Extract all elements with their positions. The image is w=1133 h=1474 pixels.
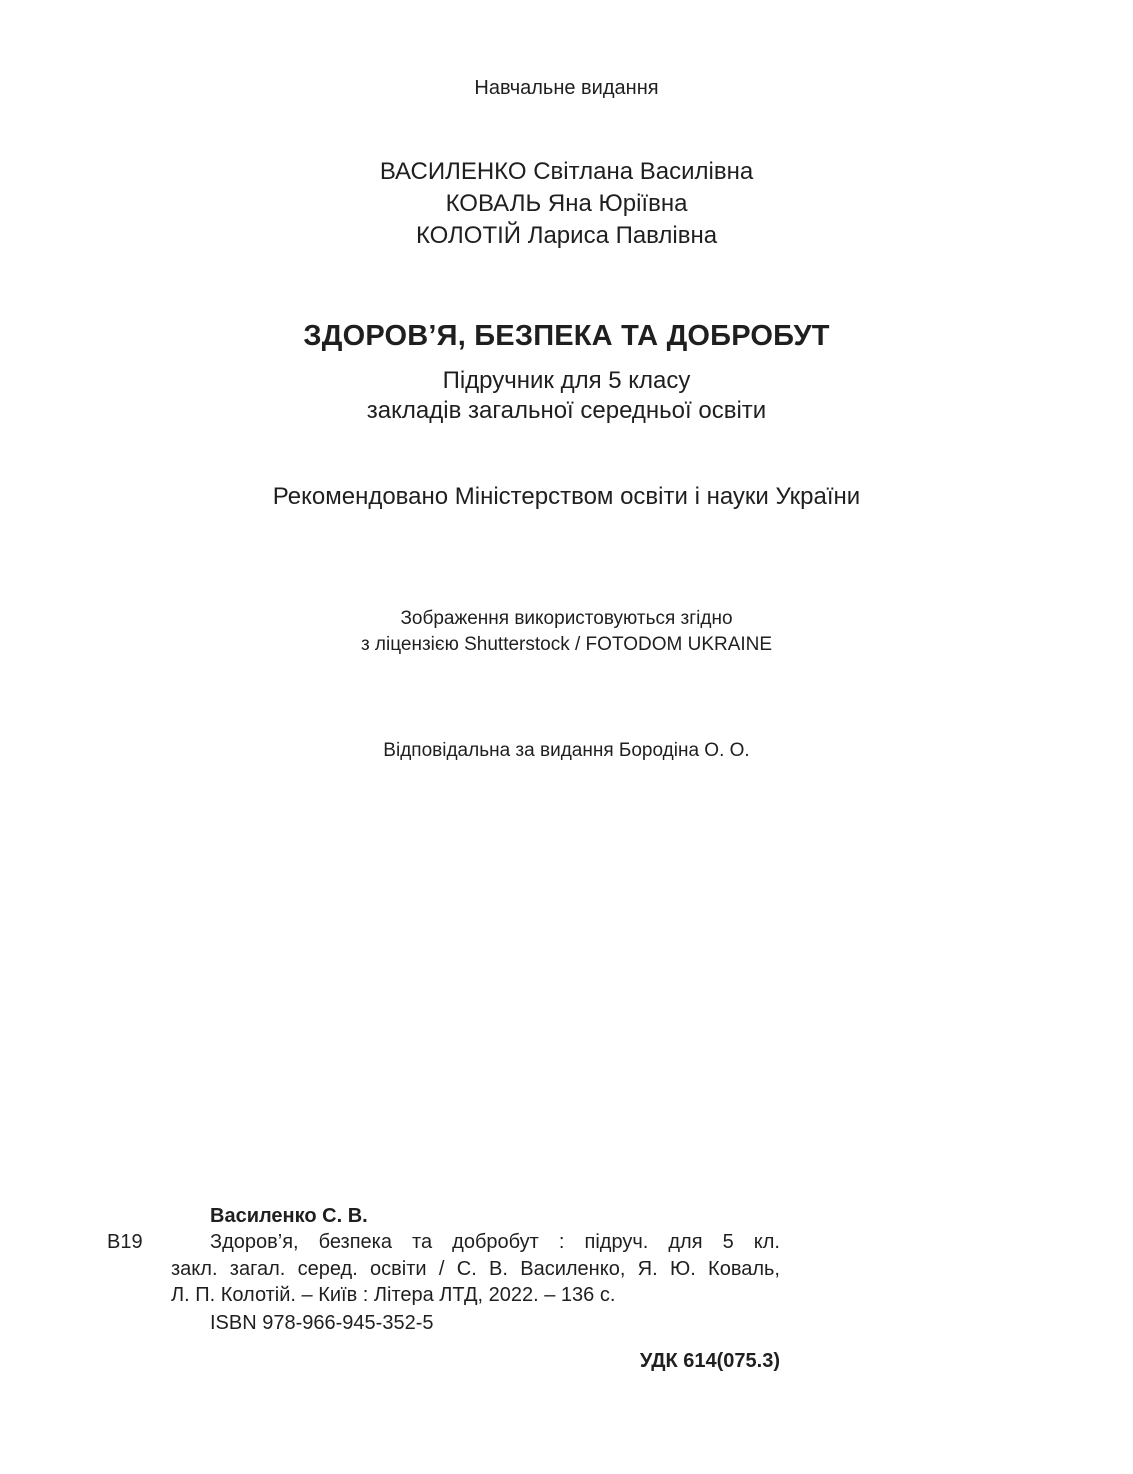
- book-title: ЗДОРОВ’Я, БЕЗПЕКА ТА ДОБРОБУТ: [303, 320, 830, 352]
- authors-block: [0, 156, 1133, 252]
- bib-udc: УДК 614(075.3): [639, 1350, 780, 1372]
- bib-description-line: Л. П. Колотій. – Київ : Літера ЛТД, 2022. – 136 с.: [171, 1284, 616, 1306]
- bib-author-heading: Василенко С. В.: [210, 1205, 368, 1227]
- subtitle-line: Підручник для 5 класу: [442, 367, 691, 394]
- subtitle-block: [0, 366, 1133, 426]
- bib-description-line: закл. загал. серед. освіти / С. В. Василенко, Я. Ю. Коваль,: [171, 1258, 780, 1280]
- responsible-editor: Відповідальна за видання Бородіна О. О.: [383, 740, 750, 761]
- author-name: КОЛОТІЙ Лариса Павлівна: [415, 222, 718, 249]
- license-line: з ліцензією Shutterstock / FOTODOM UKRAINE: [360, 634, 773, 655]
- bib-classification-code: В19: [107, 1231, 143, 1253]
- license-notice: [0, 606, 1133, 658]
- bib-description-line: Здоров’я, безпека та добробут : підруч. для 5 кл.: [210, 1231, 780, 1253]
- bib-isbn: ISBN 978-966-945-352-5: [210, 1312, 434, 1334]
- recommendation: Рекомендовано Міністерством освіти і науки України: [272, 483, 861, 510]
- author-name: КОВАЛЬ Яна Юріївна: [445, 190, 688, 217]
- edition-type: Навчальне видання: [474, 77, 659, 99]
- author-name: ВАСИЛЕНКО Світлана Василівна: [379, 158, 754, 185]
- license-line: Зображення використовуються згідно: [400, 608, 733, 629]
- subtitle-line: закладів загальної середньої освіти: [366, 397, 767, 424]
